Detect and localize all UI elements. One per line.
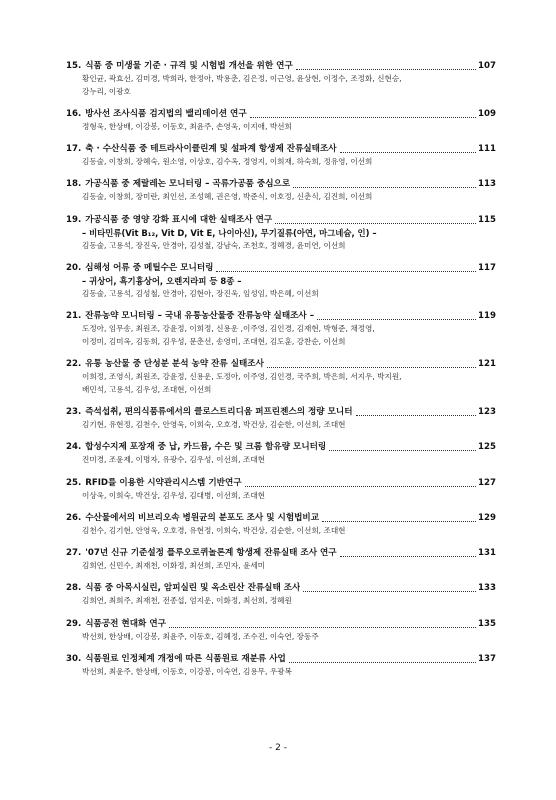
dot-leader: [340, 152, 476, 153]
entry-number: 15.: [66, 61, 82, 71]
entry-number: 19.: [66, 214, 82, 225]
toc-entry-heading: [66, 653, 496, 666]
page-number: - 2 -: [269, 743, 287, 753]
entry-page-number: 131: [478, 548, 496, 559]
entry-title: 가공식품 중 영양 강화 표시에 대한 실태조사 연구: [85, 214, 273, 225]
dot-leader: [275, 223, 476, 224]
entry-number: 27.: [66, 548, 82, 559]
entry-authors: 박선희, 최윤주, 한상배, 이동호, 이강봉, 이숙연, 김용무, 우광복: [82, 667, 292, 676]
entry-page-number: 125: [478, 442, 496, 453]
entry-title: 식품 중 아목시실린, 암피실린 및 옥소린산 잔류실태 조사: [85, 583, 301, 594]
entry-page-number: 109: [478, 108, 496, 119]
entry-number: 21.: [66, 311, 82, 322]
toc-entry: [66, 653, 496, 679]
entry-number: 26.: [66, 512, 82, 523]
entry-number: 20.: [66, 263, 82, 273]
toc-entry-heading: [66, 262, 496, 275]
entry-authors: 이정미, 김미옥, 김동희, 김우성, 문춘선, 송영미, 조대현, 김도훈, 강찬순, 이선희: [82, 336, 346, 346]
entry-number: 18.: [66, 179, 82, 190]
dot-leader: [267, 367, 476, 368]
toc-entry: [66, 477, 496, 503]
entry-number: 16.: [66, 108, 82, 119]
entry-page-number: 113: [478, 179, 496, 190]
toc-entry-heading: [66, 477, 496, 490]
toc-entry: [66, 108, 496, 134]
entry-number: 23.: [66, 407, 82, 418]
entry-authors: 진미경, 조윤제, 이명자, 유광수, 김우성, 이선희, 조대현: [82, 455, 266, 465]
toc-entry-heading: [66, 214, 496, 227]
toc-entry-heading: [66, 358, 496, 371]
table-of-contents: [66, 60, 496, 688]
entry-title: 식품공전 현대화 연구: [85, 618, 166, 629]
entry-authors: 김동술, 이창희, 장혜숙, 원소영, 이상호, 김수옥, 정영지, 이희재, 하숙희, 정유영, 이선희: [82, 157, 373, 167]
toc-entry-heading: [66, 582, 496, 595]
toc-entry: [66, 178, 496, 204]
entry-page-number: 135: [478, 618, 496, 629]
toc-entry: [66, 406, 496, 432]
entry-number: 24.: [66, 442, 82, 453]
entry-number: 22.: [66, 359, 82, 370]
toc-entry-heading: [66, 310, 496, 323]
dot-leader: [303, 591, 476, 592]
entry-title: 방사선 조사식품 검지법의 밸리데이션 연구: [85, 108, 247, 119]
entry-subtitle: – 비타민류(Vit B₁₂, Vit D, Vit E, 나이아신), 무기질류(아연, 마그네슘, 인) –: [82, 227, 377, 238]
toc-entry: [66, 262, 496, 301]
entry-page-number: 137: [478, 654, 496, 664]
toc-entry: [66, 310, 496, 348]
toc-entry-heading: [66, 143, 496, 156]
entry-page-number: 133: [478, 583, 496, 594]
entry-title: 즉석섭취, 편의식품류에서의 클로스트리디움 퍼프린젠스의 정량 모니터: [85, 407, 353, 418]
entry-authors: 김천수, 김기현, 안영욱, 오호경, 유현정, 이희숙, 박건상, 김순한, 이선희, 조대현: [82, 525, 346, 535]
entry-title: 유통 농산물 중 단성분 분석 농약 잔류 실태조사: [85, 359, 264, 370]
dot-leader: [169, 627, 476, 628]
entry-page-number: 107: [478, 61, 496, 71]
dot-leader: [250, 117, 476, 118]
toc-entry-heading: [66, 547, 496, 560]
toc-entry: [66, 618, 496, 644]
toc-entry: [66, 143, 496, 169]
dot-leader: [293, 187, 476, 188]
entry-number: 28.: [66, 583, 82, 594]
toc-entry-heading: [66, 178, 496, 191]
toc-entry-heading: [66, 406, 496, 419]
toc-entry: [66, 441, 496, 467]
entry-number: 30.: [66, 654, 82, 664]
entry-page-number: 123: [478, 407, 496, 418]
dot-leader: [216, 271, 476, 272]
entry-authors: 황인균, 곽효선, 김미경, 박희라, 한정아, 박용춘, 김은정, 이근영, 윤상현, 이정수, 조정화, 신현승,: [82, 74, 402, 83]
dot-leader: [317, 319, 476, 320]
toc-entry-heading: [66, 618, 496, 631]
entry-title: 잔류농약 모니터링 – 국내 유통농산물중 잔류농약 실태조사 –: [85, 311, 315, 322]
toc-entry: [66, 358, 496, 396]
entry-title: 수산물에서의 비브리오속 병원균의 분포도 조사 및 시험법비교: [85, 512, 320, 523]
entry-number: 29.: [66, 618, 82, 629]
entry-title: 합성수지제 포장재 중 납, 카드뮴, 수은 및 크롬 함유량 모니터링: [85, 442, 327, 453]
toc-entry-heading: [66, 441, 496, 454]
entry-page-number: 117: [478, 263, 496, 273]
dot-leader: [356, 415, 477, 416]
toc-entry: [66, 60, 496, 98]
entry-title: 심해성 어류 중 메틸수은 모니터링: [85, 263, 214, 273]
entry-page-number: 129: [478, 512, 496, 523]
entry-page-number: 127: [478, 477, 496, 488]
dot-leader: [322, 521, 476, 522]
entry-title: 가공식품 중 제랄레논 모니터링 – 곡류가공품 중심으로: [85, 179, 291, 190]
toc-entry: [66, 512, 496, 538]
toc-entry-heading: [66, 108, 496, 121]
entry-authors: 박선희, 한상배, 이강봉, 최윤주, 이동호, 김혜정, 조수진, 이숙연, 장동주: [82, 631, 319, 641]
entry-number: 17.: [66, 144, 82, 155]
dot-leader: [289, 662, 476, 663]
entry-authors: 김기현, 유현정, 김천수, 안영욱, 이희숙, 오호경, 박건상, 김순한, 이선희, 조대현: [82, 420, 346, 430]
entry-authors: 김동술, 이창희, 장미란, 최인선, 조성혜, 권은영, 박준식, 이호정, 신춘식, 김진희, 이선희: [82, 192, 373, 202]
entry-page-number: 111: [478, 144, 496, 155]
entry-authors: 배민석, 고용석, 김우성, 조대현, 이선희: [82, 384, 212, 394]
entry-title: 식품원료 인정체계 개정에 따른 식품원료 재분류 사업: [85, 654, 286, 664]
toc-entry-heading: [66, 512, 496, 525]
entry-authors: 김희연, 신민수, 최재천, 이화정, 최선희, 조민자, 윤세미: [82, 561, 266, 571]
entry-page-number: 115: [478, 214, 496, 225]
entry-authors: 이상욱, 이희숙, 박건상, 김우성, 김대병, 이선희, 조대현: [82, 490, 266, 500]
toc-entry-heading: [66, 60, 496, 73]
entry-authors: 도정아, 임무송, 최원조, 강윤정, 이희정, 신용운 ,이주영, 김인경, 김재현, 박형준, 채정영,: [82, 324, 375, 334]
entry-authors: 강누리, 이광호: [82, 86, 131, 96]
dot-leader: [296, 69, 476, 70]
entry-subtitle: – 귀상어, 흑기흉상어, 오렌지라피 등 8종 –: [82, 276, 242, 286]
entry-title: 식품 중 미생물 기준 · 규격 및 시험법 개선을 위한 연구: [85, 61, 293, 71]
entry-title: RFID를 이용한 시약관리시스템 기반연구: [85, 477, 242, 488]
entry-page-number: 121: [478, 359, 496, 370]
dot-leader: [340, 556, 476, 557]
toc-entry: [66, 547, 496, 573]
entry-authors: 이희정, 조영식, 최원조, 강윤정, 신용운, 도정아, 이주영, 김인경, 국주희, 박은희, 서지우, 박지원,: [82, 372, 402, 382]
entry-page-number: 119: [478, 311, 496, 322]
entry-title: '07년 신규 기준설정 플루오로퀴놀론계 항생제 잔류실태 조사 연구: [85, 548, 337, 559]
entry-authors: 김동술, 고용석, 장진욱, 안경아, 김성철, 강남숙, 조천호, 정혜경, 윤미연, 이선희: [82, 240, 346, 250]
toc-entry: [66, 582, 496, 608]
entry-title: 축 · 수산식품 중 테트라사이클린계 및 설파계 항생제 잔류실태조사: [85, 144, 337, 155]
dot-leader: [245, 486, 476, 487]
entry-number: 25.: [66, 477, 82, 488]
entry-authors: 정형욱, 한상배, 이강봉, 이동호, 최윤주, 손영욱, 이지애, 박선희: [82, 121, 292, 131]
entry-authors: 김동술, 고용석, 김성철, 안경아, 김현아, 장진욱, 임성임, 박은혜, 이선희: [82, 289, 319, 298]
dot-leader: [329, 450, 476, 451]
entry-authors: 김희연, 최희주, 최재천, 전종섭, 엄지운, 이화정, 최선희, 정혜원: [82, 596, 292, 606]
toc-entry: [66, 214, 496, 253]
